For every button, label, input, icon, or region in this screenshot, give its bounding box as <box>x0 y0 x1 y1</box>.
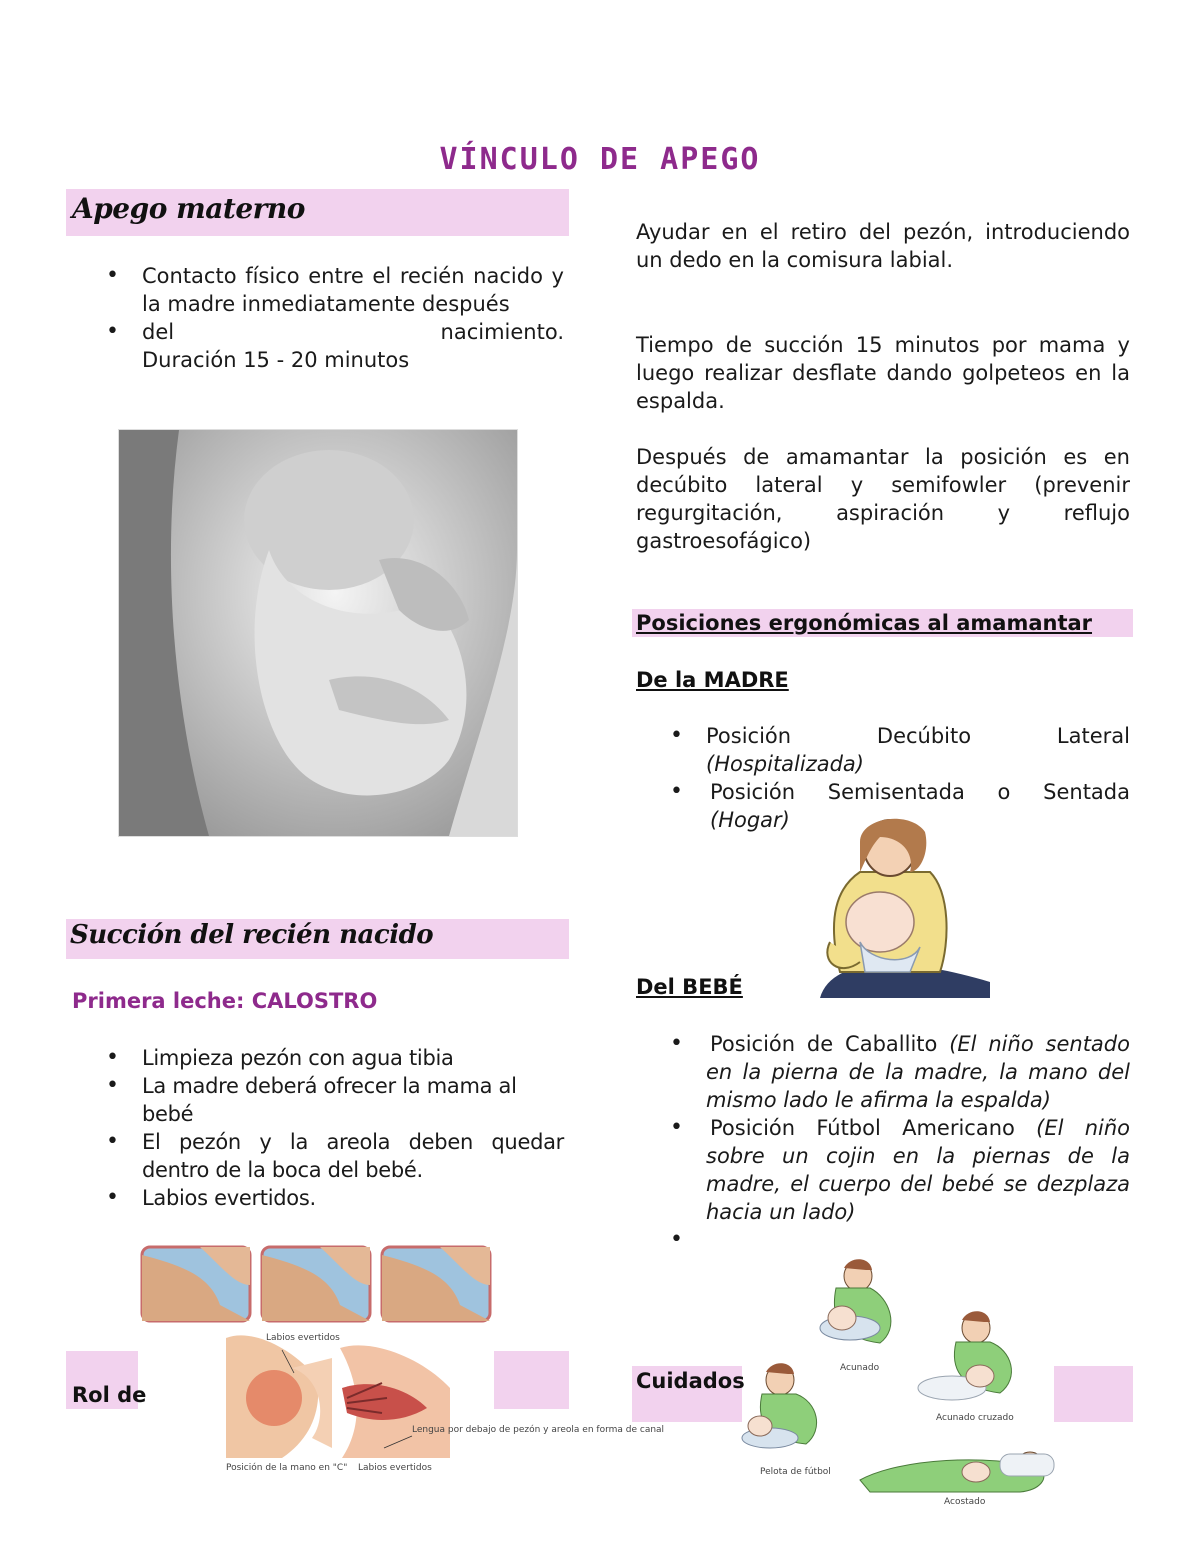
apego-bullet-1: • Contacto físico entre el recién nacido y la madre inmediatamente después <box>142 262 564 318</box>
madre-item-note: (Hospitalizada) <box>706 752 864 776</box>
bebe-item <box>706 1114 1130 1226</box>
madre-item-text: • Posición Decúbito Lateral <box>706 724 1130 748</box>
bebe-item-text: Posición de Caballito <box>710 1032 938 1056</box>
pos-acunado <box>820 1259 891 1373</box>
succion-item: • El pezón y la areola deben quedar dentro de la boca del bebé. <box>142 1128 564 1184</box>
latch-diagram <box>222 1328 665 1478</box>
succion-heading: Succión del recién nacido <box>70 920 434 950</box>
pos-pelota <box>742 1363 831 1477</box>
diagram-label-mano: Posición de la mano en "C" <box>226 1463 348 1473</box>
latch-thumb-3 <box>382 1247 490 1321</box>
pos-acostado <box>860 1452 1054 1507</box>
skin-to-skin-photo <box>118 429 518 837</box>
svg-text:Acunado: Acunado <box>840 1363 880 1373</box>
pos-acunado-cruzado <box>918 1311 1014 1423</box>
rol-label: Rol de <box>72 1383 147 1407</box>
succion-item: • Limpieza pezón con agua tibia <box>142 1044 564 1072</box>
bebe-item-empty <box>706 1226 1130 1254</box>
madre-item-text: • Posición Semisentada o Sentada <box>710 780 1130 804</box>
apego-bullet-2-b: nacimiento. <box>440 320 564 344</box>
para-despues: Después de amamantar la posición es en decúbito lateral y semifowler (prevenir regurgitación, aspiración y reflujo gastroesofágico) <box>636 445 1130 553</box>
succion-list <box>142 1044 564 1212</box>
svg-text:Acostado: Acostado <box>944 1497 986 1507</box>
apego-bullet-2-a: • del <box>142 320 175 344</box>
svg-text:Pelota de fútbol: Pelota de fútbol <box>760 1467 831 1477</box>
posiciones-heading: Posiciones ergonómicas al amamantar <box>636 611 1093 635</box>
bebe-heading: Del BEBÉ <box>636 975 743 999</box>
succion-item: • Labios evertidos. <box>142 1184 564 1212</box>
succion-item: • La madre deberá ofrecer la mama al bebé <box>142 1072 564 1128</box>
bebe-item <box>706 1030 1130 1114</box>
cuidados-label: Cuidados <box>636 1369 745 1393</box>
page-title: VÍNCULO DE APEGO <box>439 142 761 177</box>
calostro-subheading: Primera leche: CALOSTRO <box>72 989 378 1013</box>
bebe-list <box>706 1030 1130 1254</box>
rol-bar-right <box>494 1351 569 1409</box>
cuidados-bar-right <box>1054 1366 1133 1422</box>
apego-bullet-2 <box>142 318 564 374</box>
apego-heading: Apego materno <box>72 192 305 225</box>
breastfeeding-positions-illustration <box>740 1258 1056 1508</box>
latch-thumb-1 <box>142 1247 250 1321</box>
bebe-item-text: Posición Fútbol Americano <box>710 1116 1015 1140</box>
svg-text:Acunado cruzado: Acunado cruzado <box>936 1413 1014 1423</box>
diagram-label-labios-bottom: Labios evertidos <box>358 1463 432 1473</box>
madre-heading: De la MADRE <box>636 668 789 692</box>
para-retiro-pezon: Ayudar en el retiro del pezón, introduciendo un dedo en la comisura labial. <box>636 220 1130 272</box>
para-tiempo-succion: Tiempo de succión 15 minutos por mama y luego realizar desflate dando golpeteos en la espalda. <box>636 333 1130 413</box>
bebe-item-note: (El niño sobre un cojin en la piernas de la madre, el cuerpo del bebé se dezplaza hacia un lado) <box>706 1116 1130 1224</box>
apego-bullet-2-c: Duración 15 - 20 minutos <box>142 348 410 372</box>
bebe-item-note: (El niño sentado en la pierna de la madre, la mano del mismo lado le afirma la espalda) <box>706 1032 1130 1112</box>
latch-thumb-2 <box>262 1247 370 1321</box>
madre-item-note: (Hogar) <box>710 808 790 832</box>
diagram-label-lengua: Lengua por debajo de pezón y areola en forma de canal <box>412 1425 665 1435</box>
diagram-label-labios-top: Labios evertidos <box>266 1333 340 1343</box>
seated-mother-illustration <box>800 812 1000 998</box>
madre-item <box>706 722 1130 778</box>
apego-list <box>142 262 564 374</box>
latch-thumbnails <box>140 1245 492 1323</box>
